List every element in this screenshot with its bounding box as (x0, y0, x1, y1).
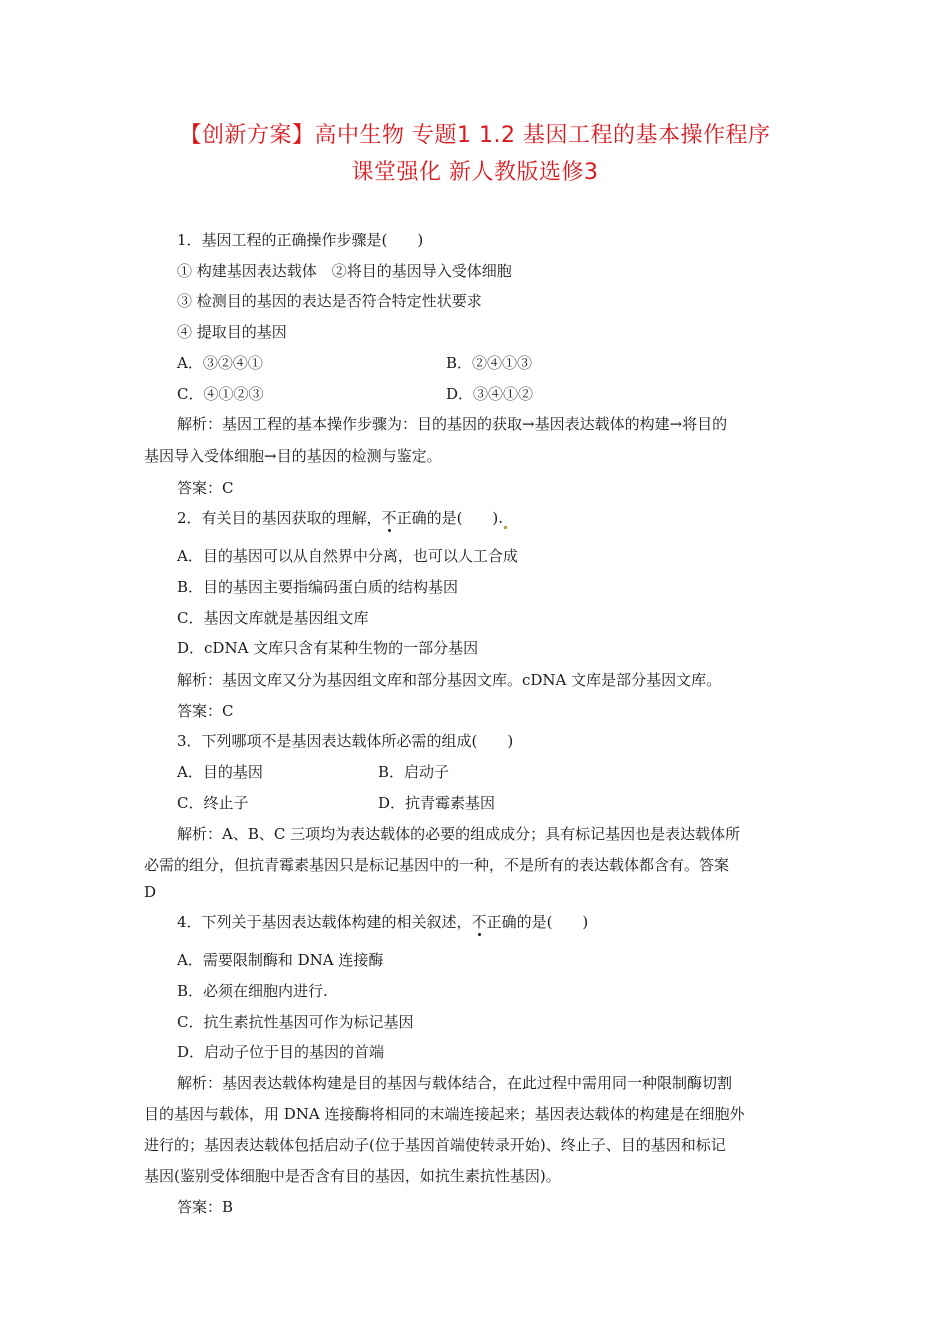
q2-option-b: B．目的基因主要指编码蛋白质的结构基因 (177, 578, 459, 596)
q1-item-1-2: ① 构建基因表达载体 ②将目的基因导入受体细胞 (177, 262, 512, 280)
q1-analysis-line-1: 解析：基因工程的基本操作步骤为：目的基因的获取→基因表达载体的构建→将目的 (177, 415, 728, 433)
document-title-line-1: 【创新方案】高中生物 专题1 1.2 基因工程的基本操作程序 (179, 123, 771, 148)
q4-stem-prefix: 4．下列关于基因表达载体构建的相关叙述， (177, 913, 472, 931)
q4-analysis-line-2: 目的基因与载体，用 DNA 连接酶将相同的末端连接起来；基因表达载体的构建是在细胞外 (144, 1105, 745, 1123)
q2-answer: 答案：C (177, 702, 234, 720)
q2-stem-suffix: 正确的是( ). (396, 509, 504, 527)
q1-analysis-line-2: 基因导入受体细胞→目的基因的检测与鉴定。 (144, 447, 442, 465)
q4-option-b: B．必须在细胞内进行. (177, 982, 328, 1000)
q4-analysis-line-4: 基因(鉴别受体细胞中是否含有目的基因，如抗生素抗性基因)。 (144, 1167, 561, 1185)
q2-option-c: C．基因文库就是基因组文库 (177, 609, 369, 627)
q1-option-a: A．③②④① (177, 354, 263, 372)
q2-stem-emphasis: 不 (381, 509, 397, 527)
q3-analysis-line-3: D (144, 883, 157, 901)
q4-stem-emphasis: 不 (471, 913, 487, 931)
q4-answer: 答案：B (177, 1198, 234, 1216)
q1-stem: 1．基因工程的正确操作步骤是( ) (177, 231, 424, 249)
q3-option-b: B．启动子 (378, 763, 450, 781)
q3-option-a: A．目的基因 (177, 763, 263, 781)
q1-answer: 答案：C (177, 479, 234, 497)
q3-analysis-line-1: 解析：A、B、C 三项均为表达载体的必要的组成成分；具有标记基因也是表达载体所 (177, 825, 741, 843)
scan-mark (504, 526, 507, 529)
q4-stem-suffix: 正确的是( ) (486, 913, 589, 931)
q1-option-d: D．③④①② (446, 385, 534, 403)
q1-item-3: ③ 检测目的基因的表达是否符合特定性状要求 (177, 292, 482, 310)
q1-item-4: ④ 提取目的基因 (177, 323, 287, 341)
q3-stem: 3．下列哪项不是基因表达载体所必需的组成( ) (177, 732, 514, 750)
q2-stem (177, 507, 507, 529)
q1-option-c: C．④①②③ (177, 385, 264, 403)
q2-stem-prefix: 2．有关目的基因获取的理解， (177, 509, 382, 527)
q4-option-c: C．抗生素抗性基因可作为标记基因 (177, 1013, 414, 1031)
q2-option-a: A．目的基因可以从自然界中分离，也可以人工合成 (177, 547, 518, 565)
document-title-line-2: 课堂强化 新人教版选修3 (351, 160, 599, 185)
q3-option-d: D．抗青霉素基因 (378, 794, 496, 812)
q2-analysis: 解析：基因文库又分为基因组文库和部分基因文库。cDNA 文库是部分基因文库。 (177, 671, 722, 689)
q4-analysis-line-3: 进行的；基因表达载体包括启动子(位于基因首端使转录开始)、终止子、目的基因和标记 (144, 1136, 726, 1154)
q4-option-a: A．需要限制酶和 DNA 连接酶 (177, 951, 384, 969)
q4-analysis-line-1: 解析：基因表达载体构建是目的基因与载体结合，在此过程中需用同一种限制酶切割 (177, 1074, 733, 1092)
q2-option-d: D．cDNA 文库只含有某种生物的一部分基因 (177, 639, 479, 657)
q4-stem (177, 911, 588, 933)
q4-option-d: D．启动子位于目的基因的首端 (177, 1043, 385, 1061)
q3-option-c: C．终止子 (177, 794, 249, 812)
q1-option-b: B．②④①③ (446, 354, 533, 372)
q3-analysis-line-2: 必需的组分，但抗青霉素基因只是标记基因中的一种，不是所有的表达载体都含有。答案 (144, 856, 730, 874)
